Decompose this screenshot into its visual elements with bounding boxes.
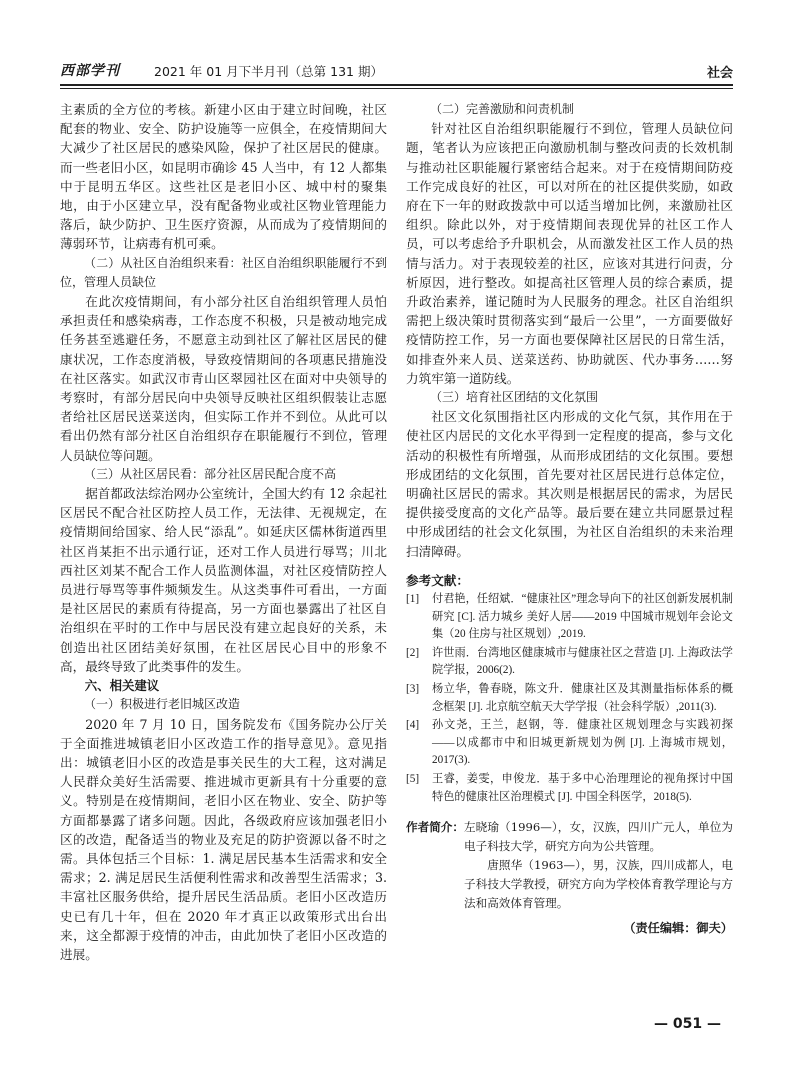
responsible-editor: （责任编辑：御夫） <box>623 921 733 936</box>
reference-item <box>406 645 733 680</box>
author-bio: 唐照华（1963—），男，汉族，四川成都人，电子科技大学教授，研究方向为学校体育教学理论与方法和高效体育管理。 <box>464 858 733 911</box>
paragraph: 2020 年 7 月 10 日，国务院发布《国务院办公厅关于全面推进城镇老旧小区改造工作的指导意见》。意见指出：城镇老旧小区的改造是事关民生的大工程，这对满足人民群众美好生活需要、推进城市更新具有十分重要的意义。特别是在疫情期间，老旧小区在物业、安全、防护等方面都暴露了诸多问题。因此，各级政府应该加强老旧小区的改造，配备适当的物业及充足的防护资源以备不时之需。具体包括三个目标：1. 满足居民基本生活需求和安全需求；2. 满足居民生活便利性需求和改善型生活需求；3. 丰富社区服务供给，提升居民生活品质。老旧小区改造历史已有几十年，但在 2020 年才真正以政策形式出台出来，这全都源于疫情的冲击，由此加快了老旧小区改造的进展。 <box>60 716 387 962</box>
author-bio: 左晓瑜（1996—），女，汉族，四川广元人，单位为电子科技大学，研究方向为公共管理。 <box>464 820 733 854</box>
author-label: 作者简介： <box>406 820 464 835</box>
references-title: 参考文献： <box>406 572 469 588</box>
header-rule-thin <box>60 88 733 89</box>
author-bios <box>464 818 733 913</box>
section-name: 社会 <box>706 66 733 81</box>
reference-number: [3] <box>406 683 420 696</box>
page-number: — 051 — <box>654 1016 721 1032</box>
section-heading: 六、相关建议 <box>84 678 160 694</box>
subheading: （二）完善激励和问责机制 <box>430 102 575 116</box>
reference-item <box>406 591 733 644</box>
reference-number: [1] <box>406 593 420 606</box>
reference-text: 付君艳，任绍斌．“健康社区”理念导向下的社区创新发展机制研究 [C]. 活力城乡 美好人居——2019 中国城市规划年会论文集（20 住房与社区规划）,2019. <box>432 593 733 641</box>
paragraph: 针对社区自治组织职能履行不到位，管理人员缺位问题，笔者认为应该把正向激励机制与整改问责的长效机制与推动社区职能履行紧密结合起来。对于在疫情期间防疫工作完成良好的社区，可以对所在的社区提供奖励，如政府在下一年的财政拨款中可以适当增加比例，来激励社区组织。除此以外，对于疫情期间表现优异的社区工作人员，可以考虑给予升职机会，从而激发社区工作人员的热情与活力。对于表现较差的社区，应该对其进行问责，分析原因，进行整改。如提高社区管理人员的综合素质，提升政治素养，谨记随时为人民服务的理念。社区自治组织需把上级决策时贯彻落实到“最后一公里”，一方面要做好疫情防控工作，另一方面也要保障社区居民的日常生活，如排查外来人员、送菜送药、协助就医、代办事务……努力筑牢第一道防线。 <box>406 121 733 386</box>
reference-item <box>406 717 733 770</box>
reference-number: [4] <box>406 719 420 732</box>
issue-info: 2021 年 01 月下半月刊（总第 131 期） <box>154 64 383 79</box>
paragraph: 据首都政法综治网办公室统计，全国大约有 12 余起社区居民不配合社区防控人员工作，无法律、无视规定，在疫情期间给国家、给人民“添乱”。如延庆区儒林街道西里社区肖某拒不出示通行证，还对工作人员进行辱骂；川北西社区刘某不配合工作人员监测体温，对社区疫情防控人员进行辱骂等事件频频发生。从这类事件可看出，一方面是社区居民的素质有待提高，另一方面也暴露出了社区自治组织在平时的工作中与居民没有建立起良好的关系，未创造出社区团结美好氛围，在社区居民心目中的形象不高，最终导致了此类事件的发生。 <box>60 486 387 674</box>
author-info <box>406 818 733 913</box>
reference-item <box>406 681 733 716</box>
header-rule-thick <box>60 84 733 86</box>
paragraph: 主素质的全方位的考核。新建小区由于建立时间晚，社区配套的物业、安全、防护设施等一应俱全，在疫情期间大大减少了社区居民的感染风险，保护了社区居民的健康。而一些老旧小区，如昆明市确诊 45 人当中，有 12 人都集中于昆明五华区。这些社区是老旧小区、城中村的聚集地，由于小区建立早，没有配备物业或社区物业管理能力落后，缺少防护、卫生医疗资源，从而成为了疫情期间的薄弱环节，让病毒有机可乘。 <box>60 102 387 252</box>
reference-text: 杨立华，鲁春晓，陈文升．健康社区及其测量指标体系的概念框架 [J]. 北京航空航天大学学报（社会科学版）,2011(3). <box>432 683 733 713</box>
journal-logo: 西部学刊 <box>60 63 120 79</box>
subheading: （三）培育社区团结的文化氛围 <box>430 390 599 405</box>
subheading: （一）积极进行老旧城区改造 <box>84 697 241 712</box>
paragraph: 在此次疫情期间，有小部分社区自治组织管理人员怕承担责任和感染病毒，工作态度不积极，只是被动地完成任务甚至逃避任务，不愿意主动到社区了解社区居民的健康状况，工作态度消极，导致疫情期间的各项惠民措施没在社区落实。如武汉市青山区翠园社区在面对中央领导的考察时，有部分居民向中央领导反映社区组织假装让志愿者给社区居民送菜送肉，但实际工作并不到位。从此可以看出仍然有部分社区自治组织存在职能履行不到位，管理人员缺位等问题。 <box>60 294 387 463</box>
paragraph: 社区文化氛围指社区内形成的文化气氛，其作用在于使社区内居民的文化水平得到一定程度的提高，参与文化活动的积极性有所增强，从而形成团结的文化氛围。要想形成团结的文化氛围，首先要对社区居民进行总体定位，明确社区居民的需求。其次则是根据居民的需求，为居民提供接受度高的文化产品等。最后要在建立共同愿景过程中形成团结的社会文化氛围，为社区自治组织的未来治理扫清障碍。 <box>406 409 733 559</box>
reference-text: 许世雨．台湾地区健康城市与健康社区之营造 [J]. 上海政法学院学报，2006(2). <box>432 646 733 677</box>
reference-number: [5] <box>406 773 420 786</box>
reference-number: [2] <box>406 646 420 659</box>
left-column <box>60 100 387 964</box>
reference-text: 孙文尧，王兰，赵钢，等．健康社区规划理念与实践初探——以成都市中和旧城更新规划为例 [J]. 上海城市规划，2017(3). <box>432 719 733 767</box>
running-header <box>60 60 733 82</box>
subheading: （二）从社区自治组织来看：社区自治组织职能履行不到位，管理人员缺位 <box>60 255 387 289</box>
reference-text: 王睿，姜雯，申俊龙．基于多中心治理理论的视角探讨中国特色的健康社区治理模式 [J]. 中国全科医学，2018(5). <box>432 773 733 803</box>
subheading: （三）从社区居民看：部分社区居民配合度不高 <box>84 466 337 481</box>
reference-item <box>406 771 733 806</box>
right-column <box>406 100 733 938</box>
